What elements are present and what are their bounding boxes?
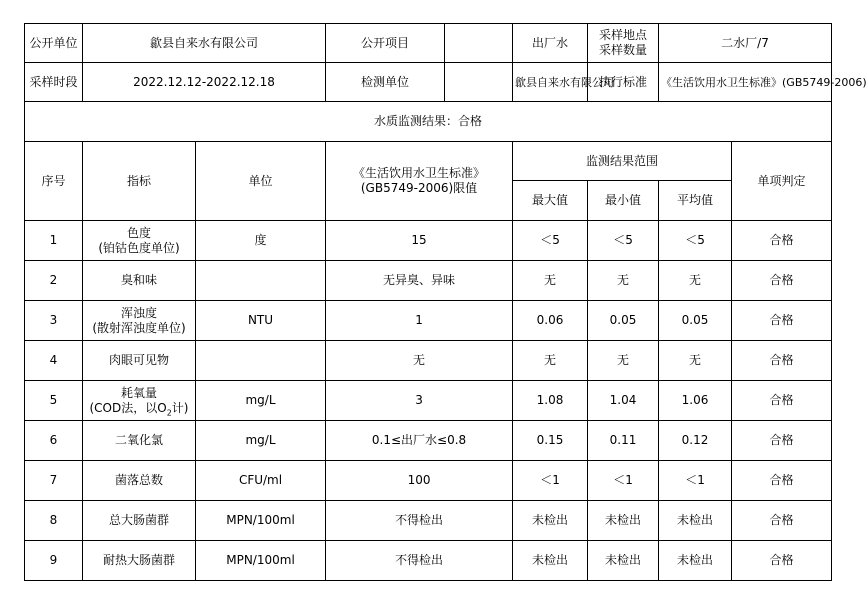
row-min: 未检出 [588, 501, 659, 541]
row-avg: ＜5 [659, 221, 732, 261]
disclosure-item-value: 出厂水 [513, 24, 588, 63]
col-avg-header: 平均值 [659, 181, 732, 221]
row-avg: 无 [659, 261, 732, 301]
row-indicator: 二氧化氯 [83, 421, 196, 461]
testing-unit-label: 检测单位 [326, 63, 445, 101]
row-verdict: 合格 [732, 421, 832, 461]
summary-text: 水质监测结果：合格 [25, 102, 832, 142]
disclosure-unit-value: 歙县自来水有限公司 [83, 24, 326, 63]
row-limit: 无异臭、异味 [326, 261, 513, 301]
row-max: 未检出 [513, 541, 588, 581]
row-avg: 1.06 [659, 381, 732, 421]
sampling-site-label [588, 24, 659, 63]
row-min: 1.04 [588, 381, 659, 421]
col-indicator-header: 指标 [83, 142, 196, 221]
row-no: 5 [25, 381, 83, 421]
sampling-site-label-2: 采样数量 [599, 43, 648, 57]
row-unit [196, 261, 326, 301]
disclosure-item-cell [326, 24, 513, 63]
table-row [25, 501, 832, 541]
sampling-period-value: 2022.12.12-2022.12.18 [83, 63, 326, 102]
row-indicator [83, 301, 196, 341]
testing-unit-spacer [445, 63, 512, 101]
row-no: 8 [25, 501, 83, 541]
row-min: ＜1 [588, 461, 659, 501]
row-min: 0.05 [588, 301, 659, 341]
column-header-row-1 [25, 142, 832, 181]
col-limit-header-line2: (GB5749-2006)限值 [360, 181, 478, 195]
sampling-site-label-1: 采样地点 [599, 28, 648, 42]
row-no: 2 [25, 261, 83, 301]
col-limit-header-line1: 《生活饮用水卫生标准》 [353, 166, 486, 180]
disclosure-item-label: 公开项目 [326, 24, 445, 62]
row-no: 3 [25, 301, 83, 341]
testing-unit-cell [326, 63, 513, 102]
row-limit: 3 [326, 381, 513, 421]
row-unit: MPN/100ml [196, 541, 326, 581]
row-unit [196, 341, 326, 381]
table-row [25, 221, 832, 261]
col-no-header: 序号 [25, 142, 83, 221]
table-row [25, 261, 832, 301]
row-limit: 0.1≤出厂水≤0.8 [326, 421, 513, 461]
row-no: 4 [25, 341, 83, 381]
row-limit: 15 [326, 221, 513, 261]
table-row [25, 301, 832, 341]
header-row-2 [25, 63, 832, 102]
row-max: ＜1 [513, 461, 588, 501]
col-min-header: 最小值 [588, 181, 659, 221]
row-verdict: 合格 [732, 261, 832, 301]
row-min: ＜5 [588, 221, 659, 261]
row-indicator-subscript: 2 [166, 407, 172, 417]
row-unit: mg/L [196, 421, 326, 461]
col-verdict-header: 单项判定 [732, 142, 832, 221]
row-indicator: 肉眼可见物 [83, 341, 196, 381]
row-indicator-sub-a: (COD法，以O [89, 400, 167, 415]
row-verdict: 合格 [732, 461, 832, 501]
row-indicator-sub [85, 401, 193, 416]
row-limit: 无 [326, 341, 513, 381]
row-verdict: 合格 [732, 221, 832, 261]
row-min: 无 [588, 261, 659, 301]
disclosure-item-value-spacer [445, 24, 512, 62]
row-avg: 无 [659, 341, 732, 381]
row-indicator: 耐热大肠菌群 [83, 541, 196, 581]
row-verdict: 合格 [732, 381, 832, 421]
row-max: 未检出 [513, 501, 588, 541]
row-min: 0.11 [588, 421, 659, 461]
row-avg: 0.12 [659, 421, 732, 461]
row-verdict: 合格 [732, 501, 832, 541]
row-indicator-main: 浑浊度 [120, 305, 157, 320]
row-avg: 未检出 [659, 541, 732, 581]
row-indicator-sub-c: 计) [171, 400, 189, 415]
row-avg: ＜1 [659, 461, 732, 501]
row-limit: 100 [326, 461, 513, 501]
row-verdict: 合格 [732, 541, 832, 581]
table-row [25, 341, 832, 381]
row-max: 无 [513, 341, 588, 381]
sampling-period-label: 采样时段 [25, 63, 83, 102]
col-limit-header [326, 142, 513, 221]
row-no: 9 [25, 541, 83, 581]
row-verdict: 合格 [732, 341, 832, 381]
row-indicator [83, 381, 196, 421]
row-max: 0.06 [513, 301, 588, 341]
disclosure-unit-label: 公开单位 [25, 24, 83, 63]
row-unit: CFU/ml [196, 461, 326, 501]
summary-row [25, 102, 832, 142]
row-unit: mg/L [196, 381, 326, 421]
col-max-header: 最大值 [513, 181, 588, 221]
row-limit: 1 [326, 301, 513, 341]
standard-label: 执行标准 [588, 63, 659, 102]
sampling-site-value: 二水厂/7 [659, 24, 832, 63]
row-indicator: 菌落总数 [83, 461, 196, 501]
row-verdict: 合格 [732, 301, 832, 341]
row-indicator-main: 色度 [126, 225, 151, 240]
row-indicator-main: 耗氧量 [120, 385, 157, 400]
row-indicator-sub: (散射浑浊度单位) [92, 320, 186, 335]
header-row-1 [25, 24, 832, 63]
table-row [25, 461, 832, 501]
row-max: 1.08 [513, 381, 588, 421]
col-unit-header: 单位 [196, 142, 326, 221]
testing-unit-value: 歙县自来水有限公司 [513, 63, 588, 102]
table-row [25, 541, 832, 581]
row-avg: 未检出 [659, 501, 732, 541]
water-quality-report-table [24, 23, 867, 581]
row-min: 未检出 [588, 541, 659, 581]
row-unit: NTU [196, 301, 326, 341]
row-unit: MPN/100ml [196, 501, 326, 541]
row-indicator: 总大肠菌群 [83, 501, 196, 541]
row-min: 无 [588, 341, 659, 381]
row-avg: 0.05 [659, 301, 732, 341]
col-range-header: 监测结果范围 [513, 142, 732, 181]
row-no: 1 [25, 221, 83, 261]
row-max: 0.15 [513, 421, 588, 461]
row-max: 无 [513, 261, 588, 301]
row-indicator [83, 221, 196, 261]
row-indicator: 臭和味 [83, 261, 196, 301]
row-unit: 度 [196, 221, 326, 261]
standard-value: 《生活饮用水卫生标准》(GB5749-2006) [659, 63, 832, 102]
row-limit: 不得检出 [326, 501, 513, 541]
row-no: 7 [25, 461, 83, 501]
row-limit: 不得检出 [326, 541, 513, 581]
row-indicator-sub: (铂钴色度单位) [98, 240, 180, 255]
row-max: ＜5 [513, 221, 588, 261]
table-row [25, 421, 832, 461]
row-no: 6 [25, 421, 83, 461]
table-row [25, 381, 832, 421]
